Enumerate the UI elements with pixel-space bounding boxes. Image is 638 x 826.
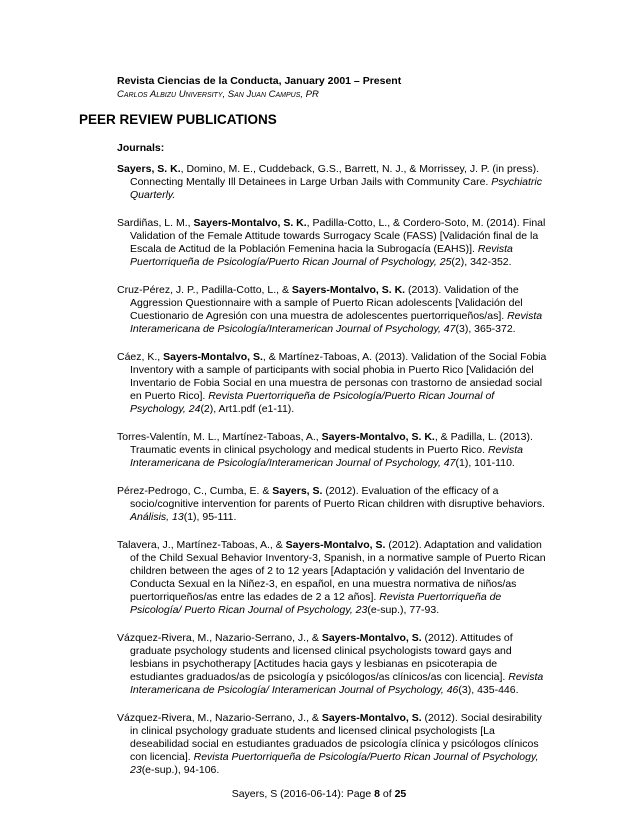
reference-item: Torres-Valentín, M. L., Martínez-Taboas, A., Sayers-Montalvo, S. K., & Padilla, L. (2013). Traumatic events in clinical psychology and medical students in Puerto Rico. Revista Interamericana de Psicología/Interamerican Journal of Psychology, 47(1), 101-110. <box>117 431 533 469</box>
position-header <box>117 75 577 101</box>
reference-item: Vázquez-Rivera, M., Nazario-Serrano, J., & Sayers-Montalvo, S. (2012). Social desirability in clinical psychology graduate students and licensed clinical psychologists [La deseabilidad social en estudiantes graduados de psicología clínica y psicólogos clínicos con licencia]. Revista Puertorriqueña de Psicología/Puerto Rican Journal of Psychology, 23(e-sup.), 94-106. <box>117 712 542 776</box>
reference-item: Talavera, J., Martínez-Taboas, A., & Sayers-Montalvo, S. (2012). Adaptation and validation of the Child Sexual Behavior Inventory-3, Spanish, in a normative sample of Puerto Rican children between the ages of 2 to 12 years [Adaptación y validación del Inventario de Conducta Sexual en la Niñez-3, en español, en una muestra normativa de niños/as puertorriqueños/as entre las edades de 2 a 12 años]. Revista Puertorriqueña de Psicología/ Puerto Rican Journal of Psychology, 23(e-sup.), 77-93. <box>117 539 546 616</box>
reference-item: Cáez, K., Sayers-Montalvo, S., & Martínez-Taboas, A. (2013). Validation of the Social Fobia Inventory with a sample of participants with social phobia in Puerto Rico [Validación del Inventario de Fobia Social en una muestra de personas con trastorno de ansiedad social en Puerto Rico]. Revista Puertorriqueña de Psicología/Puerto Rican Journal of Psychology, 24(2), Art1.pdf (e1-11). <box>117 351 547 415</box>
page-number: 8 <box>374 788 380 800</box>
reference-list <box>117 163 547 792</box>
page-total: 25 <box>394 788 407 800</box>
reference-item: Cruz-Pérez, J. P., Padilla-Cotto, L., & Sayers-Montalvo, S. K. (2013). Validation of the Aggression Questionnaire with a sample of Puerto Rican adolescents [Validación del Cuestionario de Agresión con una muestra de adolescentes puertorriqueños/as]. Revista Interamericana de Psicología/Interamerican Journal of Psychology, 47(3), 365-372. <box>117 284 543 335</box>
reference-item: Vázquez-Rivera, M., Nazario-Serrano, J., & Sayers-Montalvo, S. (2012). Attitudes of graduate psychology students and licensed clinical psychologists toward gays and lesbians in psychotherapy [Actitudes hacia gays y lesbianas en psicoterapia de estudiantes graduados/as de psicología y psicólogos/as clínicos/as con licencia]. Revista Interamericana de Psicología/ Interamerican Journal of Psychology, 46(3), 435-446. <box>117 632 544 696</box>
reference-item: Sayers, S. K., Domino, M. E., Cuddeback, G.S., Barrett, N. J., & Morrissey, J. P. (in press). Connecting Mentally Ill Detainees in Large Urban Jails with Community Care. Psychiatric Quarterly. <box>117 163 543 201</box>
reference-item: Sardiñas, L. M., Sayers-Montalvo, S. K., Padilla-Cotto, L., & Cordero-Soto, M. (2014). Final Validation of the Female Attitude towards Surrogacy Scale (FASS) [Validación final de la Escala de Actitud de la Población Femenina hacia la Subrogacía (EAHS)]. Revista Puertorriqueña de Psicología/Puerto Rican Journal of Psychology, 25(2), 342-352. <box>117 217 546 268</box>
reference-item: Pérez-Pedrogo, C., Cumba, E. & Sayers, S. (2012). Evaluation of the efficacy of a socio/cognitive intervention for parents of Puerto Rican children with disruptive behaviors. Análisis, 13(1), 95-111. <box>117 485 545 523</box>
page-footer: Sayers, S (2016-06-14): Page 8 of 25 <box>231 788 407 800</box>
position-title: Revista Ciencias de la Conducta, January 2001 – Present <box>117 75 402 87</box>
section-title: PEER REVIEW PUBLICATIONS <box>79 112 277 127</box>
journals-label: Journals: <box>117 142 165 154</box>
position-institution: Carlos Albizu University, San Juan Campus, PR <box>117 89 319 100</box>
